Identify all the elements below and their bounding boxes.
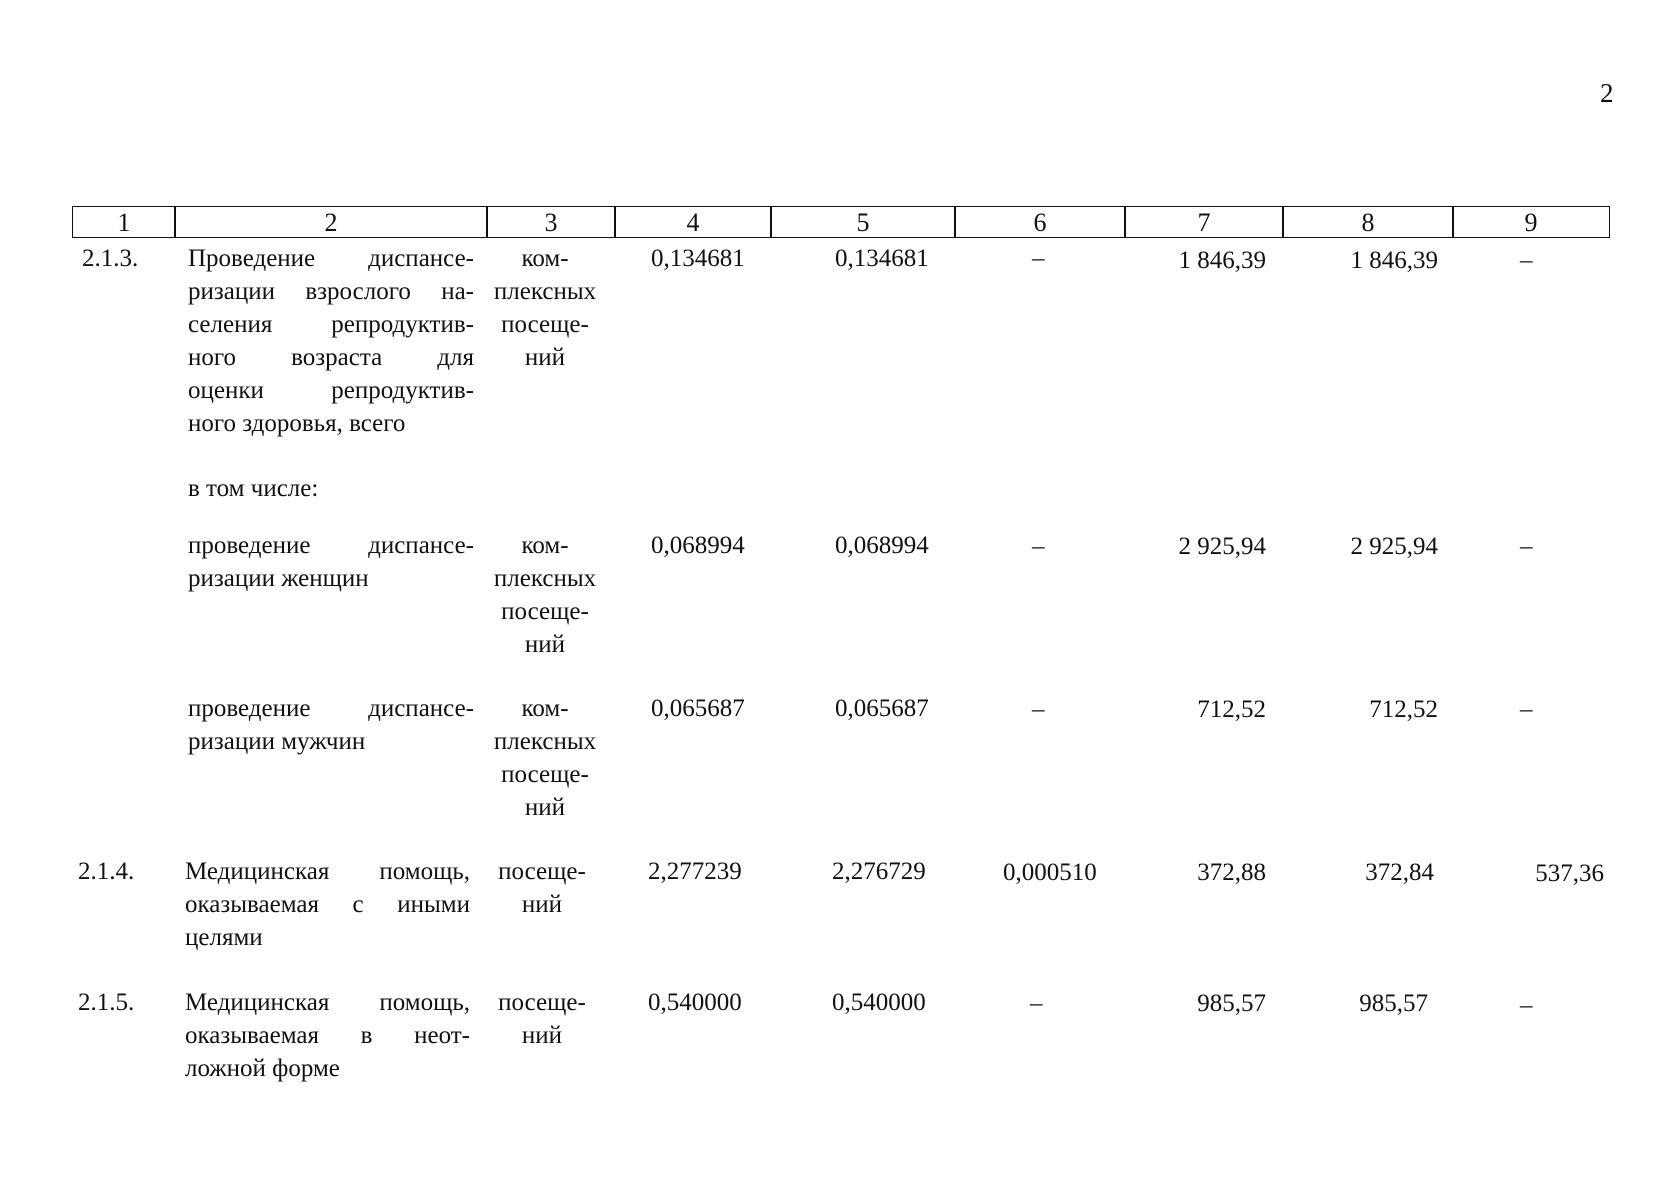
row-code: 2.1.4.: [78, 858, 135, 885]
unit-line: посеще-: [498, 858, 586, 885]
page-number: 2: [1600, 78, 1614, 108]
row-code: 2.1.3.: [82, 245, 139, 272]
header-cell-8: 8: [1282, 206, 1454, 238]
unit-line: ком-: [521, 695, 569, 722]
row-unit: [485, 692, 605, 824]
header-cell-2: 2: [174, 206, 488, 238]
row-description: [188, 242, 474, 440]
row-unit: [485, 242, 605, 374]
row-description: [185, 855, 470, 954]
unit-line: посеще-: [501, 598, 589, 625]
row-description: [185, 986, 470, 1085]
row-description: [188, 529, 474, 595]
row-unit: [485, 529, 605, 661]
cell-col8: 1 846,39: [1350, 247, 1438, 274]
header-cell-5: 5: [770, 206, 956, 238]
cell-col6: –: [1032, 245, 1045, 272]
description-line: проведение диспансе-: [188, 532, 474, 559]
unit-line: ний: [521, 891, 563, 918]
description-line: Проведение диспансе-: [188, 245, 474, 272]
header-cell-1: 1: [72, 206, 176, 238]
cell-col9: –: [1520, 696, 1533, 723]
description-line: ризации женщин: [188, 565, 369, 592]
unit-line: ком-: [521, 245, 569, 272]
description-line: Медицинская помощь,: [185, 858, 470, 885]
cell-col4: 0,068994: [651, 532, 745, 559]
unit-line: посеще-: [498, 989, 586, 1016]
cell-col9: –: [1520, 533, 1533, 560]
cell-col4: 0,134681: [651, 245, 745, 272]
description-line: ризации мужчин: [188, 728, 366, 755]
unit-line: посеще-: [501, 761, 589, 788]
unit-line: плексных: [493, 278, 597, 305]
cell-col7: 712,52: [1197, 696, 1266, 723]
unit-line: ний: [524, 794, 566, 821]
cell-col6: –: [1032, 533, 1045, 560]
cell-col5: 2,276729: [832, 858, 926, 885]
description-line: оказываемая с иными: [185, 891, 470, 918]
description-line: целями: [185, 924, 263, 951]
cell-col6: –: [1030, 990, 1043, 1017]
row-code: 2.1.5.: [78, 989, 135, 1016]
cell-col5: 0,068994: [835, 532, 929, 559]
unit-line: плексных: [493, 565, 597, 592]
unit-line: плексных: [493, 728, 597, 755]
description-line: ного здоровья, всего: [188, 410, 406, 437]
cell-col8: 2 925,94: [1350, 533, 1438, 560]
header-cell-4: 4: [614, 206, 772, 238]
cell-col7: 2 925,94: [1178, 533, 1266, 560]
description-line: ного возраста для: [188, 344, 474, 371]
cell-col4: 2,277239: [648, 858, 742, 885]
cell-col4: 0,540000: [648, 989, 742, 1016]
description-line: селения репродуктив-: [188, 311, 474, 338]
cell-col8: 712,52: [1369, 696, 1438, 723]
header-cell-6: 6: [954, 206, 1126, 238]
description-line: оказываемая в неот-: [185, 1022, 470, 1049]
description-line: оценки репродуктив-: [188, 377, 474, 404]
row-unit: [482, 986, 602, 1052]
unit-line: ком-: [521, 532, 569, 559]
header-cell-9: 9: [1452, 206, 1610, 238]
unit-line: ний: [524, 344, 566, 371]
description-line: ложной форме: [185, 1055, 340, 1082]
cell-col5: 0,540000: [832, 989, 926, 1016]
cell-col8: 372,84: [1365, 859, 1434, 886]
subheading-including: в том числе:: [188, 475, 319, 502]
cell-col7: 1 846,39: [1178, 247, 1266, 274]
cell-col9: –: [1520, 247, 1533, 274]
cell-col4: 0,065687: [651, 695, 745, 722]
cell-col5: 0,065687: [835, 695, 929, 722]
cell-col7: 985,57: [1197, 990, 1266, 1017]
unit-line: ний: [524, 631, 566, 658]
header-cell-3: 3: [486, 206, 616, 238]
cell-col5: 0,134681: [835, 245, 929, 272]
header-cell-7: 7: [1124, 206, 1284, 238]
description-line: ризации взрослого на-: [188, 278, 474, 305]
cell-col9: 537,36: [1535, 860, 1604, 887]
cell-col7: 372,88: [1197, 859, 1266, 886]
row-description: [188, 692, 474, 758]
cell-col9: –: [1520, 992, 1533, 1019]
row-unit: [482, 855, 602, 921]
cell-col8: 985,57: [1359, 990, 1428, 1017]
unit-line: ний: [521, 1022, 563, 1049]
description-line: проведение диспансе-: [188, 695, 474, 722]
cell-col6: 0,000510: [1003, 859, 1097, 886]
cell-col6: –: [1032, 696, 1045, 723]
description-line: Медицинская помощь,: [185, 989, 470, 1016]
unit-line: посеще-: [501, 311, 589, 338]
